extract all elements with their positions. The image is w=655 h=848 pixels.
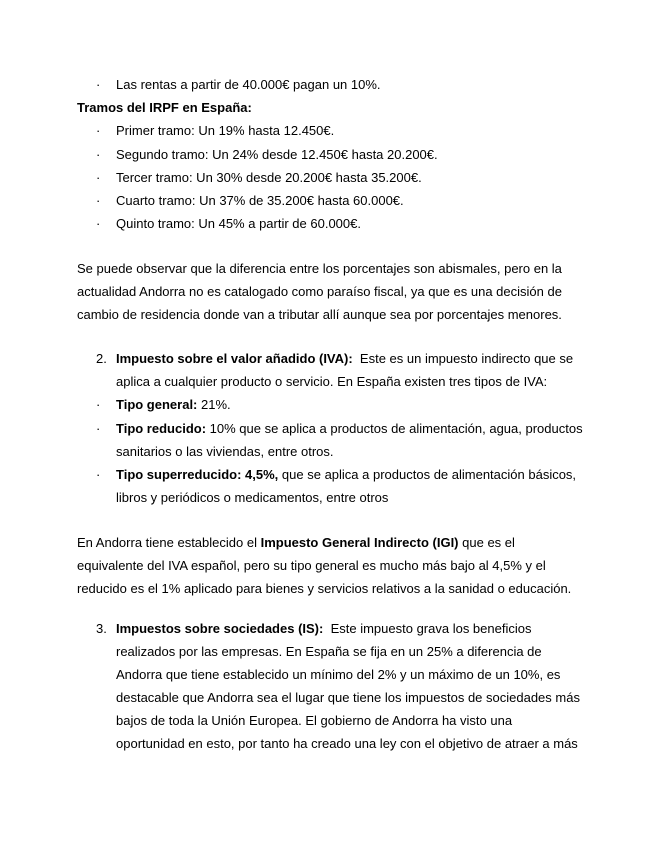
bullet-marker: · [96, 216, 101, 231]
bullet-marker: · [96, 467, 101, 482]
numbered-item-line: bajos de toda la Unión Europea. El gobierno de Andorra ha visto una [116, 713, 513, 728]
numbered-item-line [116, 351, 573, 367]
bullet-marker: · [96, 77, 101, 92]
paragraph-line: equivalente del IVA español, pero su tipo general es mucho más bajo al 4,5% y el [77, 558, 546, 573]
bullet-marker: · [96, 421, 101, 436]
list-number: 3. [96, 621, 107, 636]
numbered-item-line: Andorra que tiene establecido un mínimo del 2% y un máximo de un 10%, es [116, 667, 561, 682]
list-number: 2. [96, 351, 107, 366]
iva-reducido-label: Tipo reducido: [116, 421, 207, 436]
numbered-item-line: destacable que Andorra sea el lugar que tiene los impuestos de sociedades más [116, 690, 580, 705]
numbered-item-line [116, 621, 531, 637]
iva-general-value: 21%. [201, 397, 231, 412]
list-item: Cuarto tramo: Un 37% de 35.200€ hasta 60.000€. [116, 193, 404, 208]
bullet-marker: · [96, 397, 101, 412]
para2-text: que es el [462, 535, 515, 550]
list-item-continuation: libros y periódicos o medicamentos, entre otros [116, 490, 389, 505]
list-item: Primer tramo: Un 19% hasta 12.450€. [116, 123, 335, 138]
list-item-continuation: sanitarios o las viviendas, entre otros. [116, 444, 334, 459]
numbered-item-line: oportunidad en esto, por tanto ha creado una ley con el objetivo de atraer a más [116, 736, 578, 751]
paragraph-line: cambio de residencia donde van a tributar allí aunque sea por porcentajes menores. [77, 307, 562, 322]
list-item: Tercer tramo: Un 30% desde 20.200€ hasta 35.200€. [116, 170, 422, 185]
iva-super-text: que se aplica a productos de alimentación básicos, [281, 467, 577, 482]
paragraph-line: reducido es el 1% aplicado para bienes y servicios relativos a la sanidad o educación. [77, 581, 572, 596]
section-heading: Tramos del IRPF en España: [77, 100, 252, 115]
bullet-marker: · [96, 123, 101, 138]
paragraph-line: Se puede observar que la diferencia entre los porcentajes son abismales, pero en la [77, 261, 562, 276]
numbered-item-line: aplica a cualquier producto o servicio. En España existen tres tipos de IVA: [116, 374, 548, 389]
list-item [116, 397, 231, 413]
iva-super-label: Tipo superreducido: 4,5%, [116, 467, 279, 482]
iva-reducido-text: 10% que se aplica a productos de alimentación, agua, productos [209, 421, 583, 436]
para2-text: En Andorra tiene establecido el [77, 535, 257, 550]
list-item: Quinto tramo: Un 45% a partir de 60.000€. [116, 216, 361, 231]
paragraph-line [77, 535, 515, 551]
is-text: Este impuesto grava los beneficios [330, 621, 532, 636]
bullet-marker: · [96, 193, 101, 208]
bullet-marker: · [96, 170, 101, 185]
is-title: Impuestos sobre sociedades (IS): [116, 621, 324, 636]
list-item [116, 421, 583, 437]
list-item: Segundo tramo: Un 24% desde 12.450€ hasta 20.200€. [116, 147, 438, 162]
bullet-marker: · [96, 147, 101, 162]
paragraph-line: actualidad Andorra no es catalogado como paraíso fiscal, ya que es una decisión de [77, 284, 562, 299]
numbered-item-line: realizados por las empresas. En España se fija en un 25% a diferencia de [116, 644, 542, 659]
igi-term: Impuesto General Indirecto (IGI) [260, 535, 459, 550]
iva-title: Impuesto sobre el valor añadido (IVA): [116, 351, 353, 366]
list-item: Las rentas a partir de 40.000€ pagan un 10%. [116, 77, 381, 92]
list-item [116, 467, 576, 483]
iva-general-label: Tipo general: [116, 397, 198, 412]
iva-text: Este es un impuesto indirecto que se [359, 351, 574, 366]
